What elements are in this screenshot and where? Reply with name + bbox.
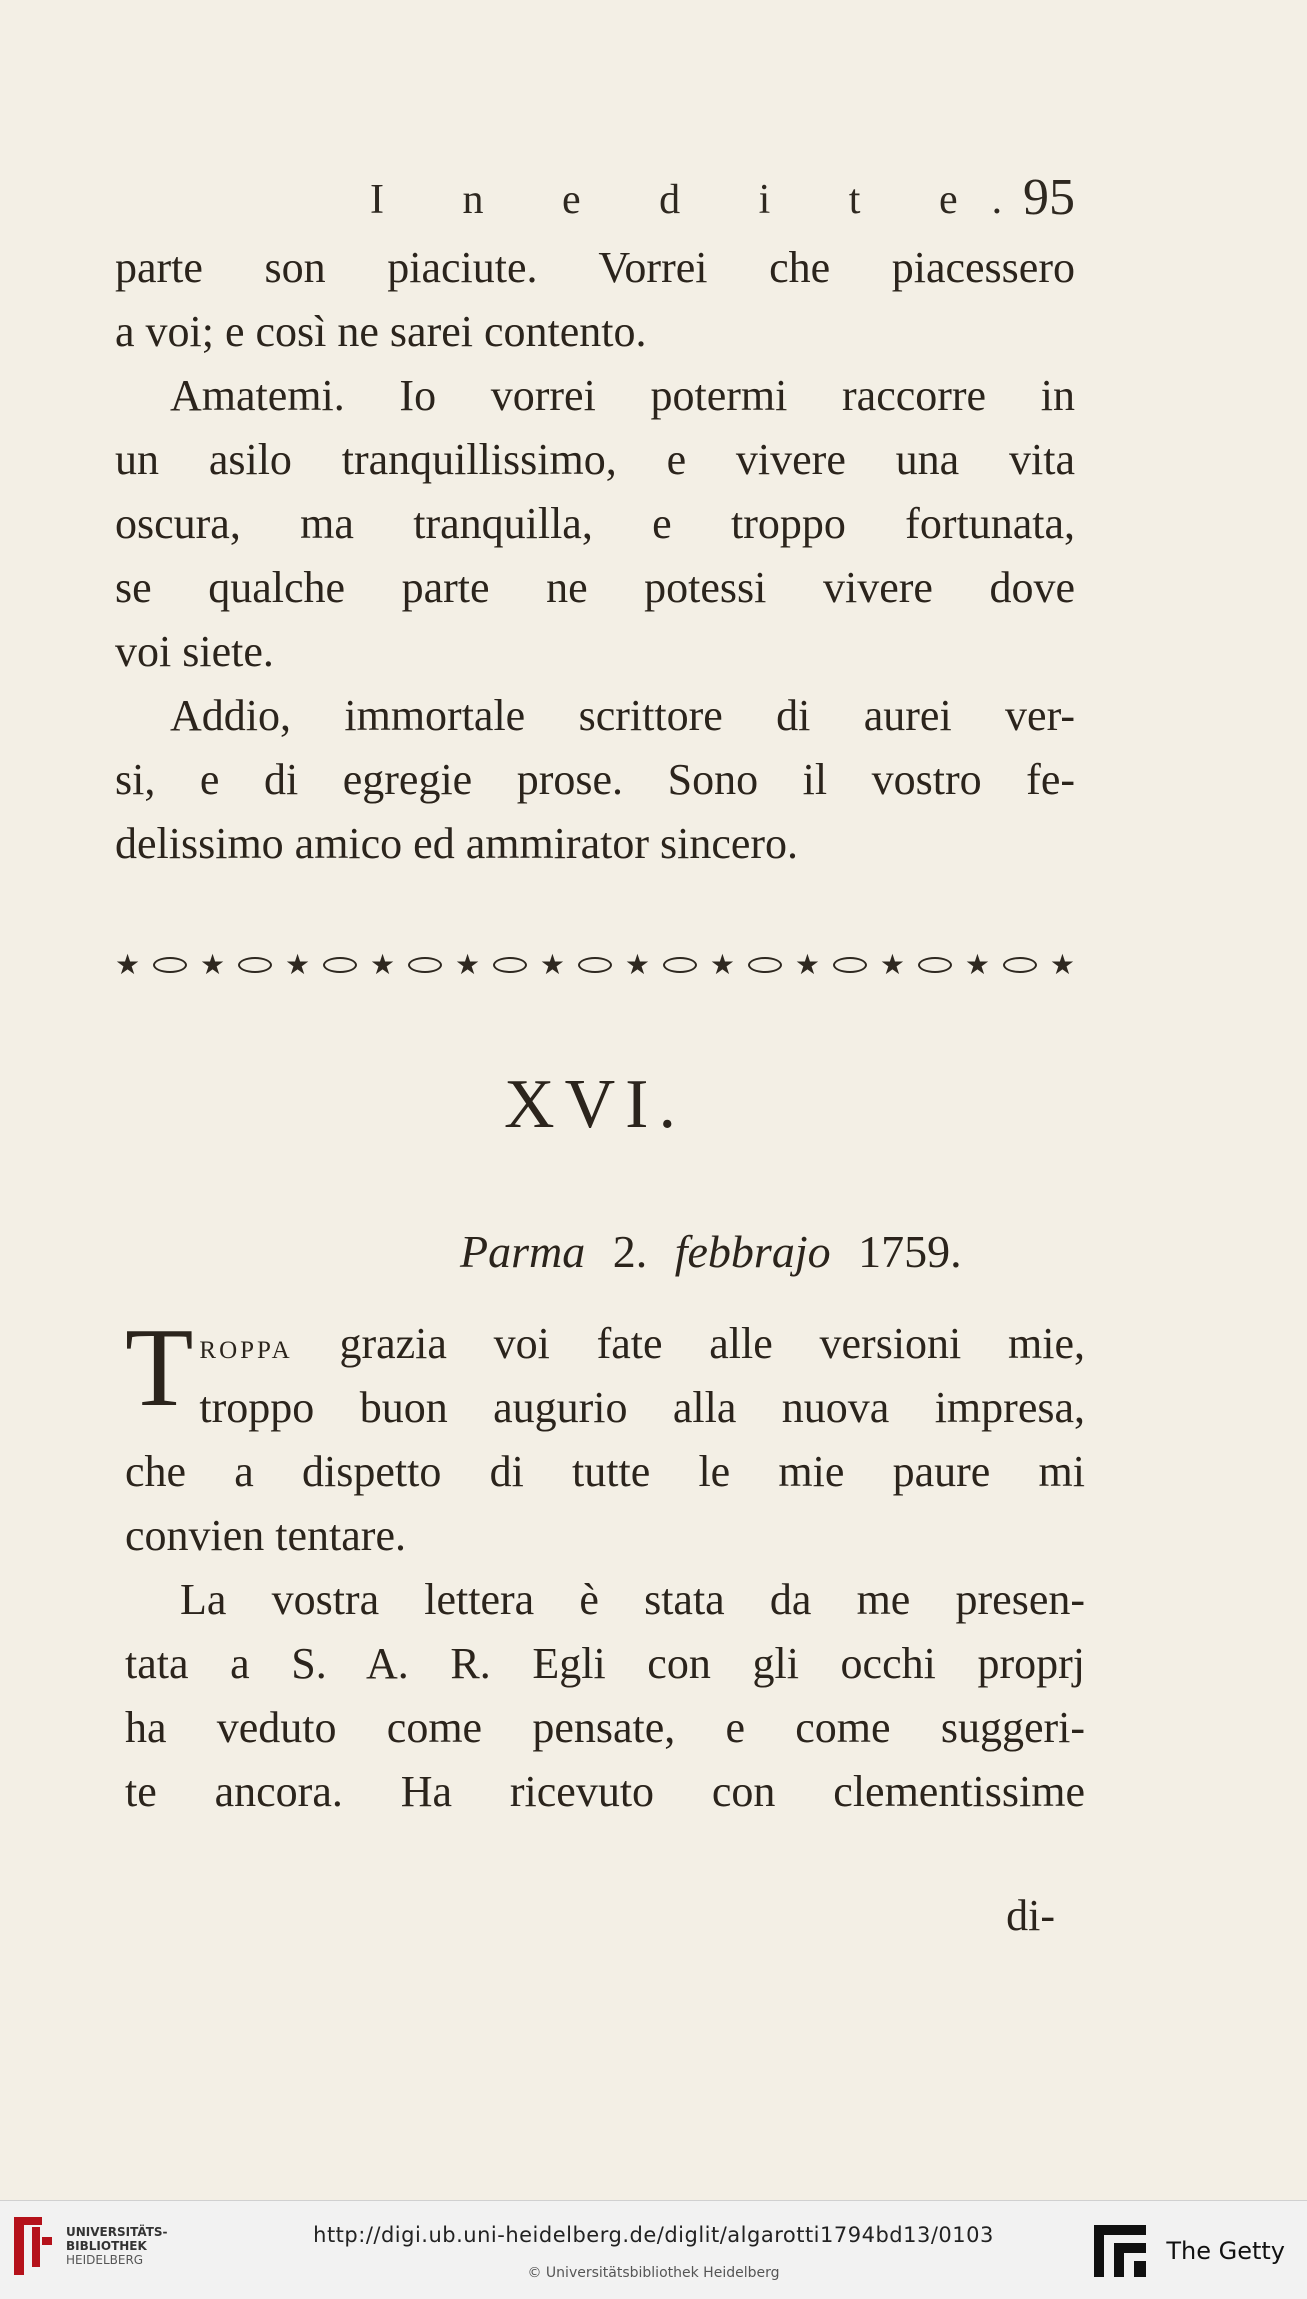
star-ornament-icon: ★ [964, 948, 990, 981]
star-ornament-icon: ★ [539, 948, 566, 981]
page-number: 95 [1023, 169, 1075, 226]
oval-ornament-icon [578, 957, 612, 973]
permalink-url[interactable]: http://digi.ub.uni-heidelberg.de/diglit/algarotti1794bd13/0103 [313, 2223, 994, 2247]
oval-ornament-icon [833, 957, 867, 973]
star-ornament-icon: ★ [115, 948, 141, 981]
star-ornament-icon: ★ [369, 948, 396, 981]
dateline-year: 1759. [858, 1226, 962, 1277]
star-ornament-icon: ★ [199, 948, 226, 981]
text-line: un asilo tranquillissimo, e vivere una vita [115, 435, 1075, 484]
dateline-day: 2. [612, 1226, 648, 1277]
dateline-month: febbrajo [674, 1226, 831, 1277]
text-line: oscura, ma tranquilla, e troppo fortunata, [115, 499, 1075, 548]
viewer-footer [0, 2200, 1307, 2299]
library-name: UNIVERSITÄTS- BIBLIOTHEK HEIDELBERG [66, 2225, 168, 2267]
star-ornament-icon: ★ [284, 948, 311, 981]
text-line: te ancora. Ha ricevuto con clementissime [125, 1767, 1085, 1816]
text-line: ha veduto come pensate, e come suggeri- [125, 1703, 1085, 1752]
text-line: Amatemi. Io vorrei potermi raccorre in [170, 371, 1075, 420]
first-word-smallcaps: roppa [199, 1326, 293, 1366]
text-line: La vostra lettera è stata da me presen- [180, 1575, 1085, 1624]
text-line: delissimo amico ed ammirator sincero. [115, 819, 799, 868]
text-line: Addio, immortale scrittore di aurei ver- [170, 691, 1075, 740]
text-line: tata a S. A. R. Egli con gli occhi proprj [125, 1639, 1085, 1688]
text-line: che a dispetto di tutte le mie paure mi [125, 1447, 1085, 1496]
star-ornament-icon: ★ [879, 948, 905, 981]
drop-cap: T [125, 1306, 194, 1430]
star-ornament-icon: ★ [794, 948, 820, 981]
star-ornament-icon: ★ [709, 948, 735, 981]
letter-body-text [125, 1306, 1085, 1824]
oval-ornament-icon [918, 957, 952, 973]
oval-ornament-icon [663, 957, 697, 973]
star-ornament-icon: ★ [1049, 948, 1075, 981]
chapter-number: XVI. [504, 1066, 686, 1143]
text-line: si, e di egregie prose. Sono il vostro fe- [115, 755, 1075, 804]
getty-logo[interactable] [1094, 2225, 1285, 2277]
getty-logo-icon [1094, 2225, 1146, 2277]
oval-ornament-icon [748, 957, 782, 973]
running-title: I n e d i t e. [370, 177, 1037, 223]
star-ornament-icon: ★ [454, 948, 481, 981]
text-line: se qualche parte ne potessi vivere dove [115, 563, 1075, 612]
dateline [460, 1225, 978, 1278]
letter-closing-text [115, 236, 1075, 876]
oval-ornament-icon [1003, 957, 1037, 973]
text-line: parte son piaciute. Vorrei che piacessero [115, 243, 1075, 292]
text-line: convien tentare. [125, 1511, 406, 1560]
copyright-notice: © Universitätsbibliothek Heidelberg [527, 2265, 780, 2281]
text-line: voi siete. [115, 627, 274, 676]
oval-ornament-icon [493, 957, 527, 973]
dateline-place: Parma [460, 1226, 586, 1277]
catchword: di- [1006, 1891, 1055, 1940]
ornamental-divider [115, 940, 1075, 990]
getty-name: The Getty [1166, 2237, 1285, 2265]
running-head [115, 168, 1075, 238]
text-line: a voi; e così ne sarei contento. [115, 307, 647, 356]
text-line: troppo buon augurio alla nuova impresa, [199, 1383, 1085, 1432]
oval-ornament-icon [408, 957, 442, 973]
oval-ornament-icon [153, 957, 187, 973]
oval-ornament-icon [238, 957, 272, 973]
text-line: roppa grazia voi fate alle versioni mie, [199, 1319, 1085, 1368]
oval-ornament-icon [323, 957, 357, 973]
star-ornament-icon: ★ [624, 948, 651, 981]
